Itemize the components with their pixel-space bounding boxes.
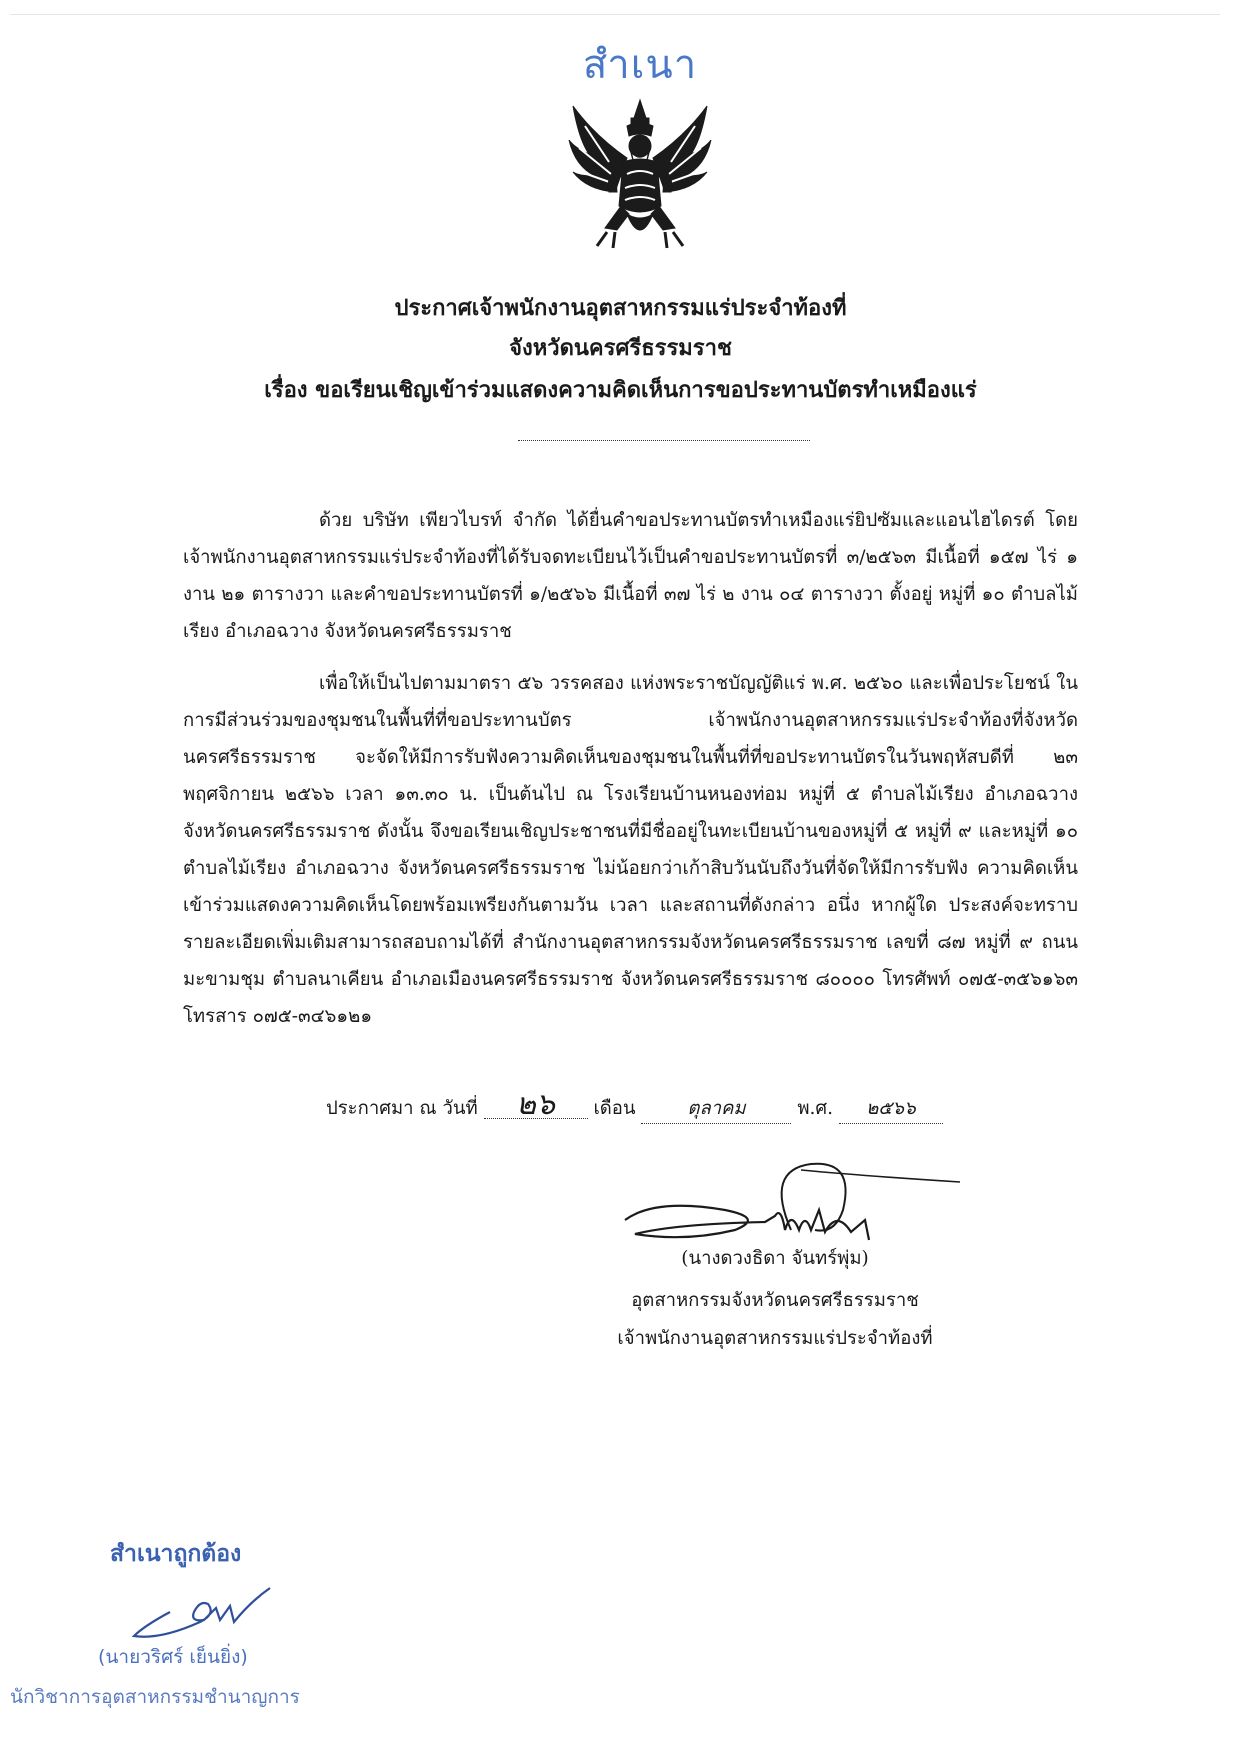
body-paragraph-1: ด้วย บริษัท เพียวไบรท์ จำกัด ได้ยื่นคำขอประทานบัตรทำเหมืองแร่ยิปซัมและแอนไฮไดรต์ โดยเจ้าพนักงานอุตสาหกรรมแร่ประจำท้องที่ได้รับจดทะเบียนไว้เป็นคำขอประทานบัตรที่ ๓/๒๕๖๓ มีเนื้อที่ ๑๕๗ ไร่ ๑ งาน ๒๑ ตารางวา และคำขอประทานบัตรที่ ๑/๒๕๖๖ มีเนื้อที่ ๓๗ ไร่ ๒ งาน ๐๔ ตารางวา ตั้งอยู่ หมู่ที่ ๑๐ ตำบลไม้เรียง อำเภอฉวาง จังหวัดนครศรีธรรมราช xyxy=(183,510,1078,642)
garuda-emblem-icon xyxy=(565,96,715,256)
announcement-heading: ประกาศเจ้าพนักงานอุตสาหกรรมแร่ประจำท้องที่ xyxy=(394,295,847,321)
copy-stamp: สำเนา xyxy=(582,42,698,88)
date-month-label: เดือน xyxy=(593,1098,636,1119)
subject-heading: เรื่อง ขอเรียนเชิญเข้าร่วมแสดงความคิดเห็นการขอประทานบัตรทำเหมืองแร่ xyxy=(264,377,977,403)
certifier-title: นักวิชาการอุตสาหกรรมชำนาญการ xyxy=(10,1686,300,1708)
province-heading: จังหวัดนครศรีธรรมราช xyxy=(509,335,732,361)
date-year-label: พ.ศ. xyxy=(797,1098,834,1119)
signer-title-1: อุตสาหกรรมจังหวัดนครศรีธรรมราช xyxy=(631,1290,919,1311)
date-line xyxy=(326,1087,943,1124)
date-year: ๒๕๖๖ xyxy=(839,1094,943,1124)
date-day: ๒๖ xyxy=(484,1092,588,1119)
body-paragraph-2: เพื่อให้เป็นไปตามมาตรา ๕๖ วรรคสอง แห่งพระราชบัญญัติแร่ พ.ศ. ๒๕๖๐ และเพื่อประโยชน์ ในการมีส่วนร่วมของชุมชนในพื้นที่ที่ขอประทานบัตร เจ้าพนักงานอุตสาหกรรมแร่ประจำท้องที่จังหวัด นครศรีธรรมราช จะจัดให้มีการรับฟังความคิดเห็นของชุมชนในพื้นที่ที่ขอประทานบัตรในวันพฤหัสบดีที่ ๒๓ พฤศจิกายน ๒๕๖๖ เวลา ๑๓.๓๐ น. เป็นต้นไป ณ โรงเรียนบ้านหนองท่อม หมู่ที่ ๕ ตำบลไม้เรียง อำเภอฉวาง จังหวัดนครศรีธรรมราช ดังนั้น จึงขอเรียนเชิญประชาชนที่มีชื่ออยู่ในทะเบียนบ้านของหมู่ที่ ๕ หมู่ที่ ๙ และหมู่ที่ ๑๐ ตำบลไม้เรียง อำเภอฉวาง จังหวัดนครศรีธรรมราช ไม่น้อยกว่าเก้าสิบวันนับถึงวันที่จัดให้มีการรับฟัง ความคิดเห็น เข้าร่วมแสดงความคิดเห็นโดยพร้อมเพรียงกันตามวัน เวลา และสถานที่ดังกล่าว อนึ่ง หากผู้ใด ประสงค์จะทราบรายละเอียดเพิ่มเติมสามารถสอบถามได้ที่ สำนักงานอุตสาหกรรมจังหวัดนครศรีธรรมราช เลขที่ ๘๗ หมู่ที่ ๙ ถนนมะขามชุม ตำบลนาเคียน อำเภอเมืองนครศรีธรรมราช จังหวัดนครศรีธรรมราช ๘๐๐๐๐ โทรศัพท์ ๐๗๕-๓๕๖๑๖๓ โทรสาร ๐๗๕-๓๔๖๑๒๑ xyxy=(183,673,1078,1027)
date-prefix: ประกาศมา ณ วันที่ xyxy=(326,1098,478,1119)
certifier-name: (นายวริศร์ เย็นยิ่ง) xyxy=(98,1646,248,1668)
date-month: ตุลาคม xyxy=(641,1094,791,1124)
dotted-divider xyxy=(518,440,810,441)
certified-copy-label: สำเนาถูกต้อง xyxy=(110,1541,242,1567)
signer-name: (นางดวงธิดา จันทร์พุ่ม) xyxy=(681,1248,869,1269)
signer-title-2: เจ้าพนักงานอุตสาหกรรมแร่ประจำท้องที่ xyxy=(617,1328,933,1349)
page-edge-line xyxy=(10,14,1220,15)
signer-signature xyxy=(615,1150,960,1250)
certifier-signature xyxy=(120,1582,290,1642)
